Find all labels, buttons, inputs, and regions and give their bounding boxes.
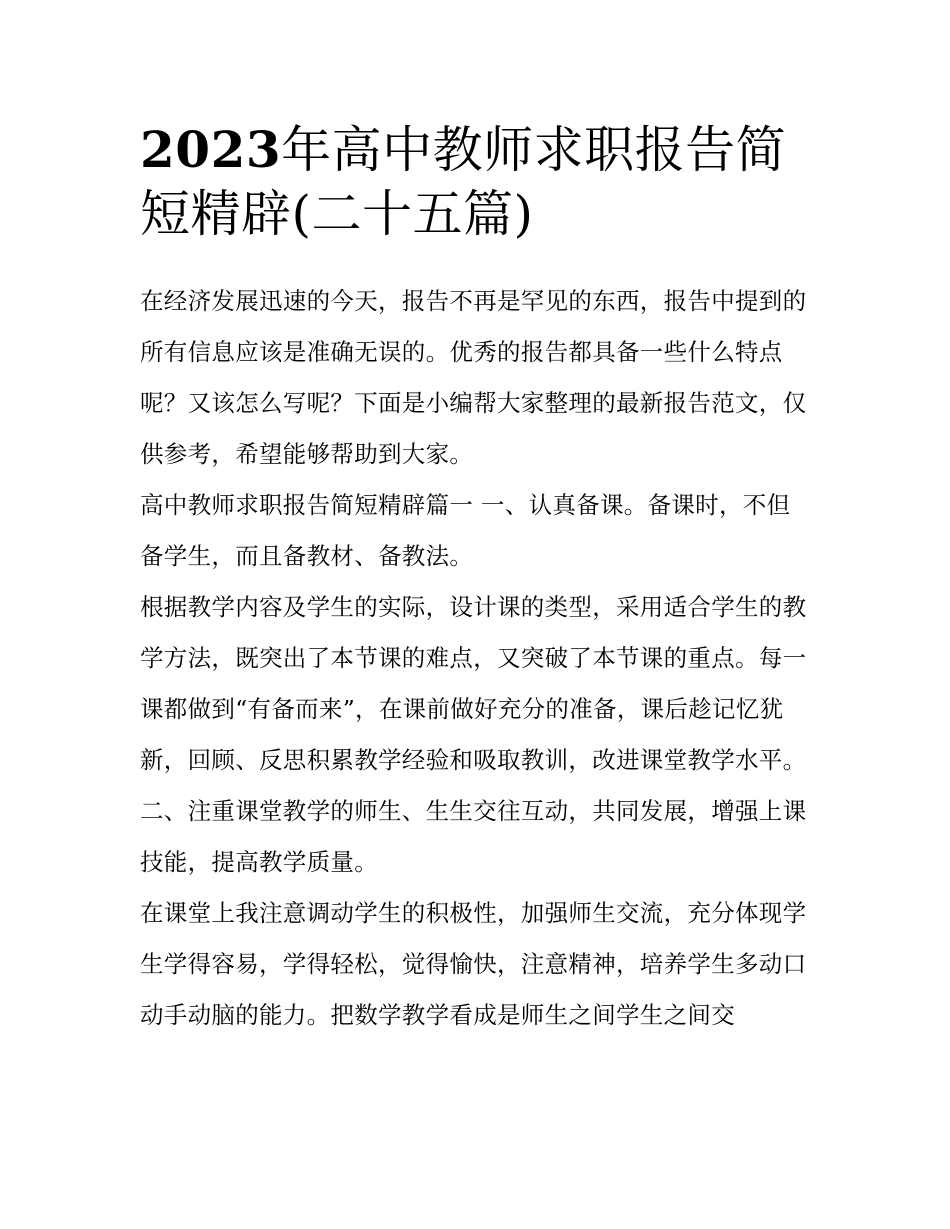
document-content xyxy=(140,118,812,1041)
document-body xyxy=(140,276,812,1041)
document-title xyxy=(140,118,812,246)
title-year: 2023 xyxy=(140,120,282,179)
title-text: 年高中教师求职报告简短精辟(二十五篇) xyxy=(140,121,787,243)
intro-paragraph: 在经济发展迅速的今天，报告不再是罕见的东西，报告中提到的所有信息应该是准确无误的。优秀的报告都具备一些什么特点呢？又该怎么写呢？下面是小编帮大家整理的最新报告范文，仅供参考，希望能够帮助到大家。 xyxy=(140,287,807,468)
classroom-paragraph: 在课堂上我注意调动学生的积极性，加强师生交流，充分体现学生学得容易，学得轻松，觉得愉快，注意精神，培养学生多动口动手动脑的能力。把数学教学看成是师生之间学生之间交 xyxy=(140,899,807,1029)
section-two-heading-paragraph: 二、注重课堂教学的师生、生生交往互动，共同发展，增强上课技能，提高教学质量。 xyxy=(140,797,807,876)
section-one-heading-paragraph: 高中教师求职报告简短精辟篇一 一、认真备课。备课时，不但备学生，而且备教材、备教法。 xyxy=(140,491,791,570)
lesson-prep-paragraph: 根据教学内容及学生的实际，设计课的类型，采用适合学生的教学方法，既突出了本节课的难点，又突破了本节课的重点。每一课都做到“有备而来”，在课前做好充分的准备，课后趁记忆犹新，回顾、反思积累教学经验和吸取教训，改进课堂教学水平。 xyxy=(140,593,807,774)
